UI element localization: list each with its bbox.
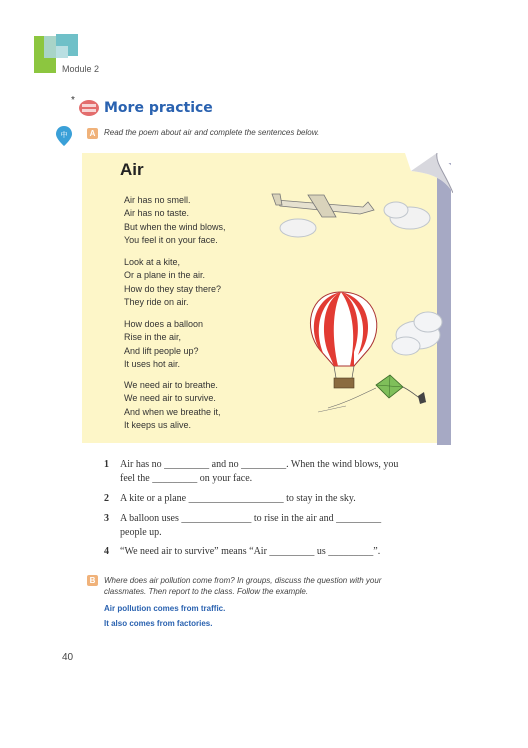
airplane-icon bbox=[272, 194, 430, 237]
hot-air-balloon-icon bbox=[310, 292, 376, 388]
cloud-icon bbox=[392, 312, 442, 355]
instruction-line: classmates. Then report to the class. Follow the example. bbox=[104, 587, 309, 596]
question-text: Air has no _________ and no _________. When the wind blows, you bbox=[120, 459, 399, 470]
poem-line: And lift people up? bbox=[124, 345, 199, 356]
poem-line: Rise in the air, bbox=[124, 332, 182, 343]
poem-stanza bbox=[124, 194, 226, 247]
poem-line: Air has no taste. bbox=[124, 208, 190, 219]
question-text: A kite or a plane ___________________ to stay in the sky. bbox=[120, 493, 356, 504]
question-number: 4 bbox=[104, 546, 109, 557]
exercise-b-tag: B bbox=[87, 575, 98, 586]
poem-line: We need air to survive. bbox=[124, 393, 216, 404]
poem-title: Air bbox=[120, 160, 144, 179]
instruction-line: Where does air pollution come from? In groups, discuss the question with your bbox=[104, 576, 382, 585]
poem-line: Air has no smell. bbox=[124, 195, 191, 205]
question-item bbox=[104, 512, 464, 540]
logo-square-light bbox=[56, 46, 68, 58]
question-item bbox=[104, 545, 464, 559]
poem-line: Or a plane in the air. bbox=[124, 270, 206, 281]
example-sentence: It also comes from factories. bbox=[104, 619, 213, 628]
question-text: A balloon uses ______________ to rise in the air and _________ bbox=[120, 513, 382, 524]
question-item bbox=[104, 492, 464, 506]
question-number: 3 bbox=[104, 513, 109, 524]
poem-line: You feel it on your face. bbox=[124, 234, 218, 245]
poem-stanza bbox=[124, 318, 203, 371]
poem-line: How do they stay there? bbox=[124, 283, 222, 294]
poem-stanza bbox=[124, 256, 221, 309]
example-sentence: Air pollution comes from traffic. bbox=[104, 604, 226, 613]
question-number: 1 bbox=[104, 459, 109, 470]
books-icon bbox=[78, 99, 100, 117]
pin-icon-text: 中 bbox=[60, 131, 68, 139]
question-text: “We need air to survive” means “Air _________ us _________”. bbox=[120, 546, 381, 557]
poem-line: It keeps us alive. bbox=[124, 419, 192, 430]
poem-stanza bbox=[124, 379, 221, 432]
star-mark: * bbox=[71, 95, 75, 106]
poem-line: Look at a kite, bbox=[124, 257, 181, 267]
exercise-b-instruction bbox=[104, 575, 381, 597]
question-text: feel the _________ on your face. bbox=[120, 473, 253, 484]
location-pin-icon bbox=[56, 126, 72, 146]
section-title: More practice bbox=[104, 100, 213, 116]
poem-line: And when we breathe it, bbox=[124, 406, 221, 417]
poem-line: It uses hot air. bbox=[124, 358, 181, 369]
poem-illustration bbox=[268, 180, 453, 420]
poem-line: But when the wind blows, bbox=[124, 221, 226, 232]
question-text: people up. bbox=[120, 527, 162, 538]
exercise-a-tag: A bbox=[87, 128, 98, 139]
poem-line: They ride on air. bbox=[124, 296, 189, 307]
question-item bbox=[104, 458, 464, 486]
exercise-a-instruction: Read the poem about air and complete the sentences below. bbox=[104, 128, 320, 137]
poem-line: How does a balloon bbox=[124, 319, 204, 329]
module-label: Module 2 bbox=[62, 64, 100, 74]
poem-line: We need air to breathe. bbox=[124, 380, 218, 390]
page-number: 40 bbox=[62, 652, 74, 663]
question-number: 2 bbox=[104, 493, 109, 504]
